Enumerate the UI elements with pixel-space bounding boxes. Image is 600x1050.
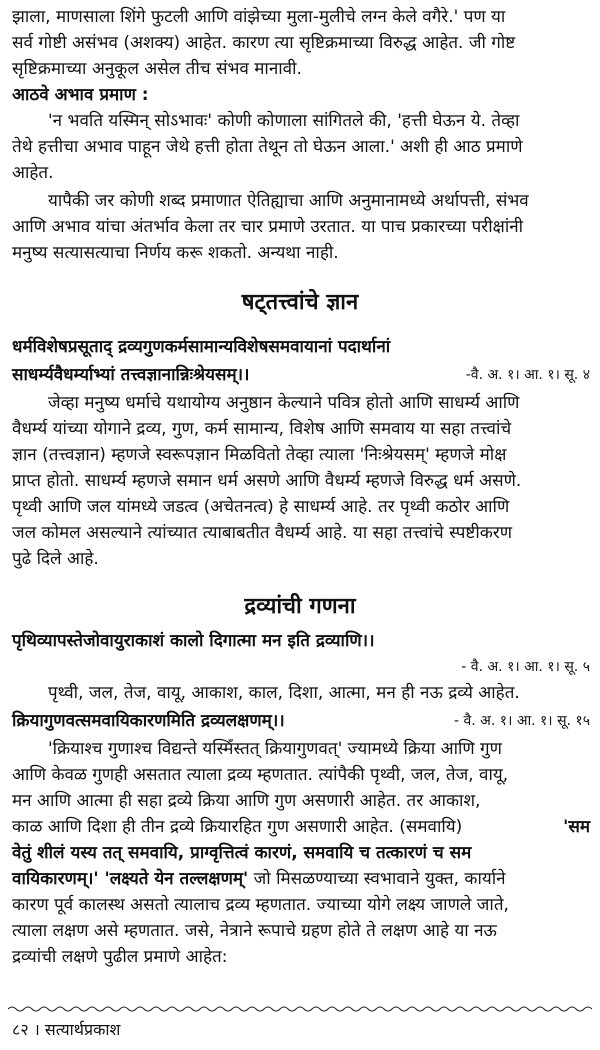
text-line: आणि केवळ गुणही असतात त्याला द्रव्य म्हणतात. त्यांपैकी पृथ्वी, जल, तेज, वायू,	[12, 765, 509, 785]
text-line: झाला, माणसाला शिंगे फुटली आणि वांझेच्या मुला-मुलीचे लग्न केले वगैरे.' पण या	[12, 7, 506, 27]
text-line: त्याला लक्षण असे म्हणतात. जसे, नेत्राने रूपाचे ग्रहण होते ते लक्षण आहे या नऊ	[12, 921, 497, 941]
text-segment: जो मिसळण्याच्या स्वभावाने युक्त, कार्याने	[253, 869, 506, 889]
sutra-line-with-ref	[0, 708, 600, 734]
text-line: वैधर्म्य यांच्या योगाने द्रव्य, गुण, कर्म सामान्य, विशेष आणि समवाय या सहा तत्त्वांचे	[12, 419, 512, 439]
sutra-line-with-ref	[0, 362, 600, 388]
sutra-reference: - वै. अ. १। आ. १। सू. ५	[461, 659, 590, 675]
text-line: पृथ्वी आणि जल यांमध्ये जडत्व (अचेतनत्व) हे साधर्म्य आहे. तर पृथ्वी कठोर आणि	[12, 497, 510, 517]
text-line: सर्व गोष्टी असंभव (अशक्य) आहेत. कारण त्या सृष्टिक्रमाच्या विरुद्ध आहेत. जी गोष्ट	[12, 33, 516, 53]
text-line: आणि अभाव यांचा अंतर्भाव केला तर चार प्रमाणे उरतात. या पाच प्रकारच्या परीक्षांनी	[12, 217, 524, 237]
section-heading: आठवे अभाव प्रमाण :	[12, 85, 149, 105]
sutra-line: धर्मविशेषप्रसूताद् द्रव्यगुणकर्मसामान्यविशेषसमवायानां पदार्थानां	[12, 337, 391, 357]
text-segment: काळ आणि दिशा ही तीन द्रव्ये क्रियारहित गुण असणारी आहेत. (समवायि)	[12, 817, 463, 837]
sutra-text: क्रियागुणवत्समवायिकारणमिति द्रव्यलक्षणम्।।	[12, 711, 285, 731]
text-line	[0, 866, 600, 892]
sutra-text: साधर्म्यवैधर्म्याभ्यां तत्त्वज्ञानान्निःश्रेयसम्।।	[12, 365, 250, 385]
text-line: तेथे हत्तीचा अभाव पाहून जेथे हत्ती होता तेथून तो घेऊन आला.' अशी ही आठ प्रमाणे	[12, 137, 523, 157]
sanskrit-segment: 'सम	[563, 817, 590, 837]
sanskrit-line: वेतुं शीलं यस्य तत् समवायि, प्राग्वृत्तित्वं कारणं, समवायि च तत्कारणं च सम	[12, 843, 472, 863]
text-line: कारण पूर्व कालस्थ असतो त्यालाच द्रव्य म्हणतात. ज्याच्या योगे लक्ष्य जाणले जाते,	[12, 895, 509, 915]
text-line: पुढे दिले आहे.	[12, 549, 99, 569]
text-line: जेव्हा मनुष्य धर्माचे यथायोग्य अनुष्ठान केल्याने पवित्र होतो आणि साधर्म्य आणि	[48, 393, 520, 413]
text-line: ज्ञान (तत्त्वज्ञान) म्हणजे स्वरूपज्ञान मिळवितो तेव्हा त्याला 'निःश्रेयसम्' म्हणजे मोक्ष	[12, 445, 507, 465]
text-line: 'न भवति यस्मिन् सोऽभावः' कोणी कोणाला सांगितले की, 'हत्ती घेऊन ये. तेव्हा	[48, 111, 520, 131]
text-line: यापैकी जर कोणी शब्द प्रमाणात ऐतिह्याचा आणि अनुमानामध्ये अर्थापत्ती, संभव	[48, 191, 529, 211]
page-footer: ८२ । सत्यार्थप्रकाश	[12, 1020, 121, 1039]
footer-wavy-rule	[8, 1004, 592, 1014]
sutra-reference: - वै. अ. १। आ. १। सू. १५	[454, 713, 590, 729]
text-line: मन आणि आत्मा ही सहा द्रव्ये क्रिया आणि गुण असणारी आहेत. तर आकाश,	[12, 791, 481, 811]
text-line: सृष्टिक्रमाच्या अनुकूल असेल तीच संभव मानावी.	[12, 59, 302, 79]
section-title: द्रव्यांची गणना	[244, 594, 356, 619]
text-line: 'क्रियाश्च गुणाश्च विद्यन्ते यस्मिँस्तत् क्रियागुणवत्' ज्यामध्ये क्रिया आणि गुण	[48, 739, 502, 759]
text-line: द्रव्यांची लक्षणे पुढील प्रमाणे आहेत:	[12, 947, 228, 967]
sutra-reference: -वै. अ. १। आ. १। सू. ४	[465, 367, 590, 383]
text-line: जल कोमल असल्याने त्यांच्यात त्याबाबतीत वैधर्म्य आहे. या सहा तत्त्वांचे स्पष्टीकरण	[12, 523, 513, 543]
text-line: आहेत.	[12, 163, 54, 183]
section-title: षट्तत्त्वांचे ज्ञान	[241, 290, 359, 315]
sutra-line: पृथिव्यापस्तेजोवायुराकाशं कालो दिगात्मा मन इति द्रव्याणि।।	[12, 631, 375, 651]
sanskrit-segment: वायिकारणम्।' 'लक्ष्यते येन तल्लक्षणम्'	[12, 869, 249, 889]
text-line	[0, 814, 600, 840]
text-line: प्राप्त होतो. साधर्म्य म्हणजे समान धर्म असणे आणि वैधर्म्य म्हणजे विरुद्ध धर्म असणे.	[12, 471, 522, 491]
text-line: पृथ्वी, जल, तेज, वायू, आकाश, काल, दिशा, आत्मा, मन ही नऊ द्रव्ये आहेत.	[48, 683, 520, 703]
text-line: मनुष्य सत्यासत्याचा निर्णय करू शकतो. अन्यथा नाही.	[12, 243, 339, 263]
